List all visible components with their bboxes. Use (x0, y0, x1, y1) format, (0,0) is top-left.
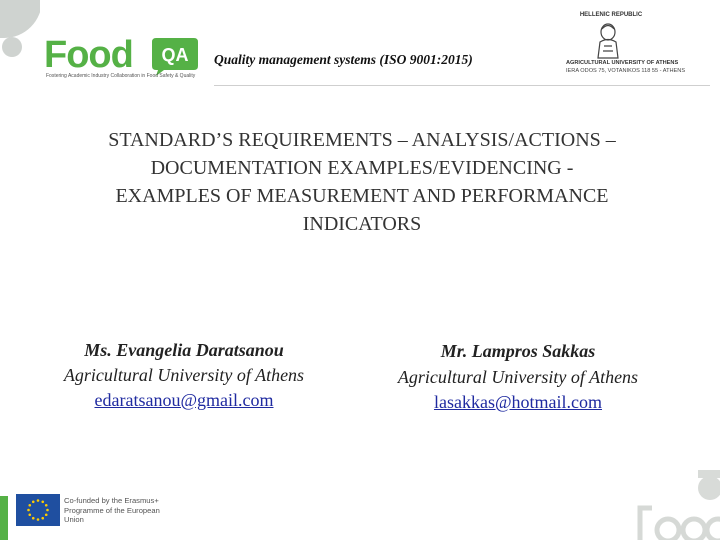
qa-speech-bubble-logo (150, 36, 200, 76)
eu-star-icon (45, 504, 48, 507)
author-email-link[interactable]: edaratsanou@gmail.com (94, 390, 274, 410)
author-name: Mr. Lampros Sakkas (440, 341, 596, 361)
university-name: AGRICULTURAL UNIVERSITY OF ATHENS (566, 60, 679, 66)
foodqa-logo-wordmark: Food (44, 34, 133, 76)
author-name: Ms. Evangelia Daratsanou (84, 340, 284, 360)
eu-star-icon (37, 518, 40, 521)
hellenic-republic-label: HELLENIC REPUBLIC (579, 12, 643, 18)
eu-star-icon (46, 509, 49, 512)
logo-tagline: Fostering Academic Industry Collaboration in Food Safety & Quality (46, 73, 196, 79)
eu-star-icon (41, 517, 44, 520)
header-subtitle: Quality management systems (ISO 9001:2015) (214, 52, 473, 67)
corner-decoration-bottom-right (610, 470, 720, 540)
author-email-link[interactable]: lasakkas@hotmail.com (433, 392, 603, 412)
university-emblem-icon (590, 20, 626, 60)
eu-star-icon (41, 500, 44, 503)
eu-star-icon (28, 513, 31, 516)
corner-decoration-bottom-left (0, 496, 8, 540)
eu-flag-icon (16, 494, 60, 526)
author-block-right (358, 339, 678, 415)
qa-badge-text: QA (161, 45, 189, 65)
eu-star-icon (32, 517, 35, 520)
eu-star-icon (32, 500, 35, 503)
eu-star-icon (45, 513, 48, 516)
eu-star-icon (37, 499, 40, 502)
eu-star-icon (27, 509, 30, 512)
eu-star-icon (28, 504, 31, 507)
header-divider (214, 85, 710, 86)
corner-decoration-top-left (0, 0, 40, 70)
author-block-left (24, 338, 344, 413)
eu-cofunding-statement: Co-funded by the Erasmus+ Programme of the European Union (64, 496, 160, 524)
presentation-title: STANDARD’S REQUIREMENTS – ANALYSIS/ACTIONS – DOCUMENTATION EXAMPLES/EVIDENCING - EXAMPLES OF MEASUREMENT AND PERFORMANCE INDICATORS (108, 129, 616, 235)
author-affiliation: Agricultural University of Athens (397, 367, 639, 387)
university-address: IERA ODOS 75, VOTANIKOS 118 55 - ATHENS (566, 68, 686, 74)
author-affiliation: Agricultural University of Athens (63, 365, 305, 385)
